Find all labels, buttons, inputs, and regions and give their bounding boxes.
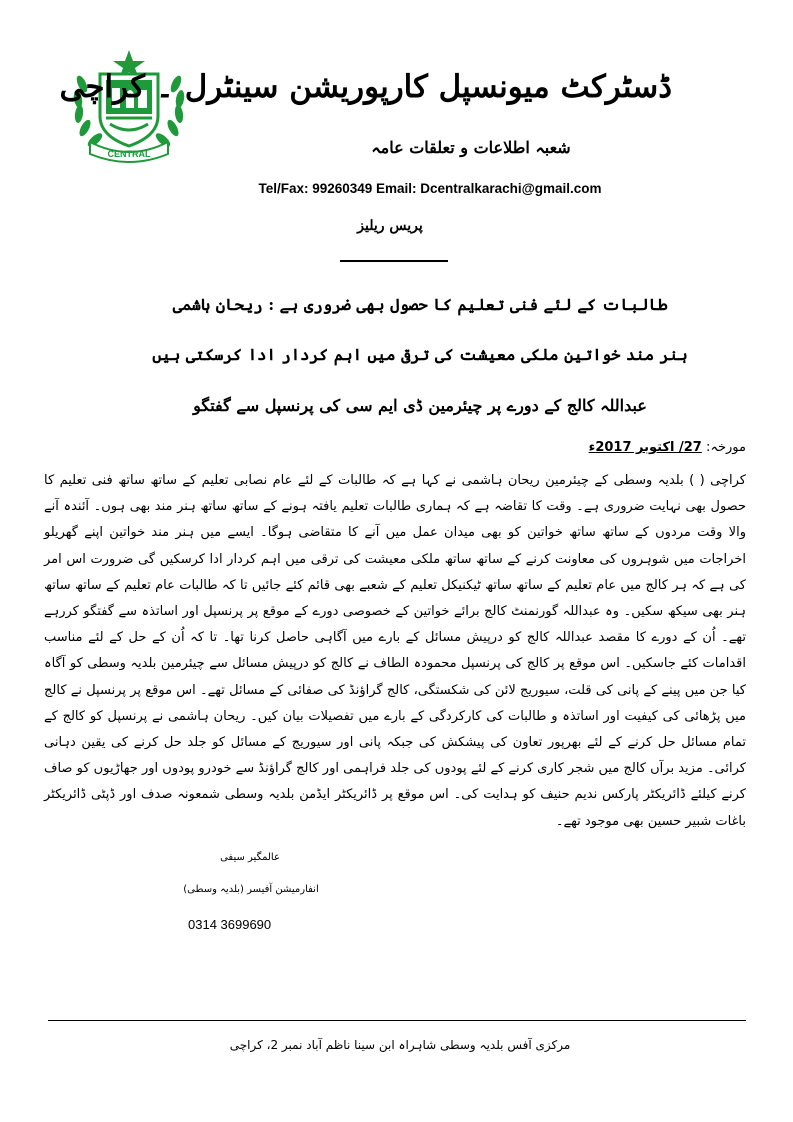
organization-title: ڈسٹرکٹ میونسپل کارپوریشن سینٹرل ۔ کراچی bbox=[59, 69, 672, 105]
logo-label: CENTRAL bbox=[107, 149, 151, 159]
press-release-underline bbox=[340, 260, 448, 262]
headline-3: عبداللہ کالج کے دورے پر چیئرمین ڈی ایم سی کی پرنسپل سے گفتگو bbox=[193, 396, 647, 415]
headline-1: طالبات کے لئے فنی تعلیم کا حصول بھی ضروری ہے : ریحان ہاشمی bbox=[172, 295, 668, 314]
signatory-phone: 0314 3699690 bbox=[188, 917, 272, 932]
footer-address: مرکزی آفس بلدیہ وسطی شاہراہ ابن سینا ناظم آباد نمبر 2، کراچی bbox=[229, 1038, 571, 1052]
headline-2: ہنر مند خواتین ملکی معیشت کی ترقی میں اہم کردار ادا کرسکتی ہیں bbox=[152, 345, 688, 364]
date-label: مورخہ: bbox=[706, 440, 746, 455]
signatory-name: عالمگیر سیفی bbox=[220, 852, 280, 863]
date-value: 27/ اکتوبر 2017ء bbox=[588, 440, 702, 455]
department-name: شعبہ اطلاعات و تعلقات عامہ bbox=[371, 138, 571, 157]
press-release-label: پریس ریلیز bbox=[357, 218, 423, 234]
contact-info: Tel/Fax: 99260349 Email: Dcentralkarachi@gmail.com bbox=[258, 181, 602, 196]
dateline bbox=[589, 440, 746, 455]
footer-divider bbox=[48, 1020, 746, 1021]
signatory-role: انفارمیشن آفیسر (بلدیہ وسطی) bbox=[183, 884, 319, 895]
press-release-body: کراچی ( ) بلدیہ وسطی کے چیئرمین ریحان ہاشمی نے کہا ہے کہ طالبات کے لئے عام نصابی تعلیم کے ساتھ ساتھ فنی تعلیم کا حصول بھی نہایت ضروری ہے۔ وقت کا تقاضہ ہے کہ ہماری طالبات تعلیم یافتہ ہونے کے ساتھ ساتھ ہنر مند بھی ہوں۔ آئندہ آنے والا وقت مردوں کے ساتھ ساتھ خواتین کو بھی میدان عمل میں آنے کا متقاضی ہوگا۔ ایسے میں ہنر مند خواتین اپنے گھریلو اخراجات میں شوہروں کی معاونت کرنے کے ساتھ ساتھ ملکی معیشت کی ترقی میں اہم کردار ادا کرسکیں گی ضرورت اس امر کی ہے کہ ہر کالج میں عام تعلیم کے ساتھ ساتھ ٹیکنیکل تعلیم کے شعبے بھی قائم کئے جائیں تا کہ طالبات عام تعلیم کے ساتھ ساتھ ہنر بھی سیکھ سکیں۔ وہ عبداللہ گورنمنٹ کالج برائے خواتین کے خصوصی دورے کے موقع پر پرنسپل اور اساتذہ سے گفتگو کررہے تھے۔ اُن کے دورے کا مقصد عبداللہ کالج کو درپیش مسائل کے بارے میں آگاہی حاصل کرنا تھا۔ تا کہ اُن کے حل کے لئے مناسب اقدامات کئے جاسکیں۔ اس موقع پر کالج کی پرنسپل محمودہ الطاف نے کالج کو درپیش مسائل سے چیئرمین بلدیہ وسطی کو آگاہ کیا جن میں پینے کے پانی کی قلت، سیوریج لائن کی شکستگی، کالج گراؤنڈ کی صفائی کے مسائل تھے۔ اس موقع پر پرنسپل نے کالج میں پڑھائی کی کیفیت اور اساتذہ و طالبات کی کارکردگی کے بارے میں تفصیلات بیان کیں۔ ریحان ہاشمی نے پرنسپل کو کالج کے تمام مسائل حل کرنے کے لئے بھرپور تعاون کی پیشکش کی جبکہ پانی اور سیوریج کے مسائل کو جلد حل کرنے کی یقین دہانی کرائی۔ مزید برآں کالج میں شجر کاری کرنے کے لئے پودوں کی جلد فراہمی اور کالج گراؤنڈ سے خودرو پودوں اور جھاڑیوں کو صاف کرنے کیلئے ڈائریکٹر پارکس ندیم حنیف کو ہدایت کی۔ اس موقع پر ڈائریکٹر ایڈمن بلدیہ وسطی شمعونہ صدف اور ڈپٹی ڈائریکٹر باغات شبیر حسین بھی موجود تھے۔ bbox=[44, 473, 746, 829]
